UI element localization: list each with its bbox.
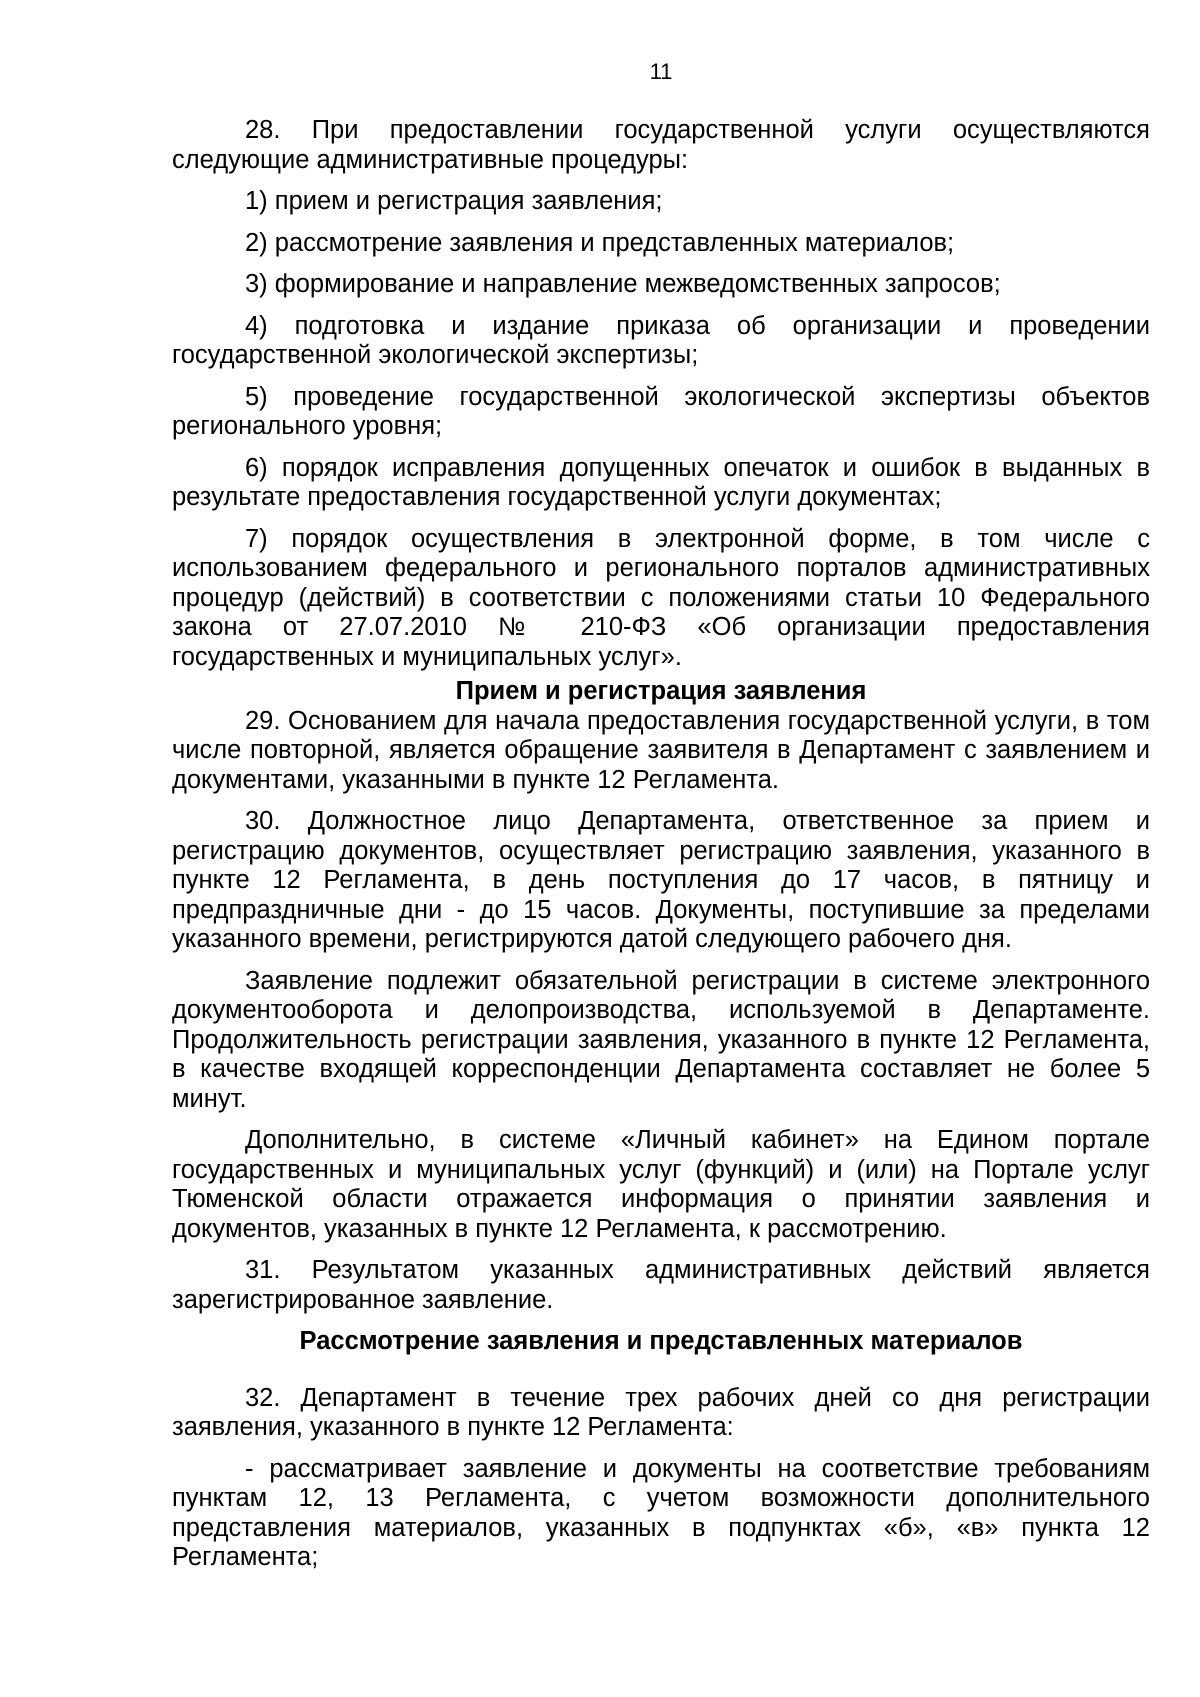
section-heading-review: Рассмотрение заявления и представленных материалов bbox=[299, 1327, 1023, 1355]
paragraph-31: 31. Результатом указанных административных действий является зарегистрированное заявление. bbox=[172, 1256, 1150, 1314]
section-heading-reception: Прием и регистрация заявления bbox=[455, 677, 867, 705]
paragraph-review-documents: - рассматривает заявление и документы на соответствие требованиям пунктам 12, 13 Регламента, с учетом возможности дополнительного представления материалов, указанных в подпунктах «б», «в» пункта 12 Регламента; bbox=[172, 1454, 1150, 1571]
paragraph-29: 29. Основанием для начала предоставления государственной услуги, в том числе повторной, является обращение заявителя в Департамент с заявлением и документами, указанными в пункте 12 Регламента. bbox=[172, 706, 1150, 794]
list-item-procedure-6: 6) порядок исправления допущенных опечаток и ошибок в выданных в результате предоставления государственной услуги документах; bbox=[172, 453, 1150, 511]
list-item-procedure-1: 1) прием и регистрация заявления; bbox=[245, 187, 663, 215]
document-body bbox=[172, 116, 1150, 1585]
paragraph-registration-system: Заявление подлежит обязательной регистрации в системе электронного документооборота и делопроизводства, используемой в Департаменте. Продолжительность регистрации заявления, указанного в пункте 12 Регламента, в качестве входящей корреспонденции Департамента составляет не более 5 минут. bbox=[172, 966, 1150, 1113]
paragraph-personal-cabinet: Дополнительно, в системе «Личный кабинет» на Едином портале государственных и муниципальных услуг (функций) и (или) на Портале услуг Тюменской области отражается информация о принятии заявления и документов, указанных в пункте 12 Регламента, к рассмотрению. bbox=[172, 1126, 1150, 1243]
paragraph-32: 32. Департамент в течение трех рабочих дней со дня регистрации заявления, указанного в пункте 12 Регламента: bbox=[172, 1383, 1150, 1441]
list-item-procedure-5: 5) проведение государственной экологической экспертизы объектов регионального уровня; bbox=[172, 382, 1150, 440]
list-item-procedure-7: 7) порядок осуществления в электронной форме, в том числе с использованием федерального и регионального порталов административных процедур (действий) в соответствии с положениями статьи 10 Федерального закона от 27.07.2010 № 210-ФЗ «Об организации предоставления государственных и муниципальных услуг». bbox=[172, 524, 1150, 671]
list-item-procedure-3: 3) формирование и направление межведомственных запросов; bbox=[245, 270, 1001, 298]
paragraph-30: 30. Должностное лицо Департамента, ответственное за прием и регистрацию документов, осуществляет регистрацию заявления, указанного в пункте 12 Регламента, в день поступления до 17 часов, в пятницу и предпраздничные дни - до 15 часов. Документы, поступившие за пределами указанного времени, регистрируются датой следующего рабочего дня. bbox=[172, 807, 1150, 953]
paragraph-28: 28. При предоставлении государственной услуги осуществляются следующие административные процедуры: bbox=[172, 116, 1150, 174]
list-item-procedure-2: 2) рассмотрение заявления и представленных материалов; bbox=[245, 228, 955, 257]
list-item-procedure-4: 4) подготовка и издание приказа об организации и проведении государственной экологической экспертизы; bbox=[172, 311, 1150, 369]
page-number: 11 bbox=[649, 59, 673, 84]
